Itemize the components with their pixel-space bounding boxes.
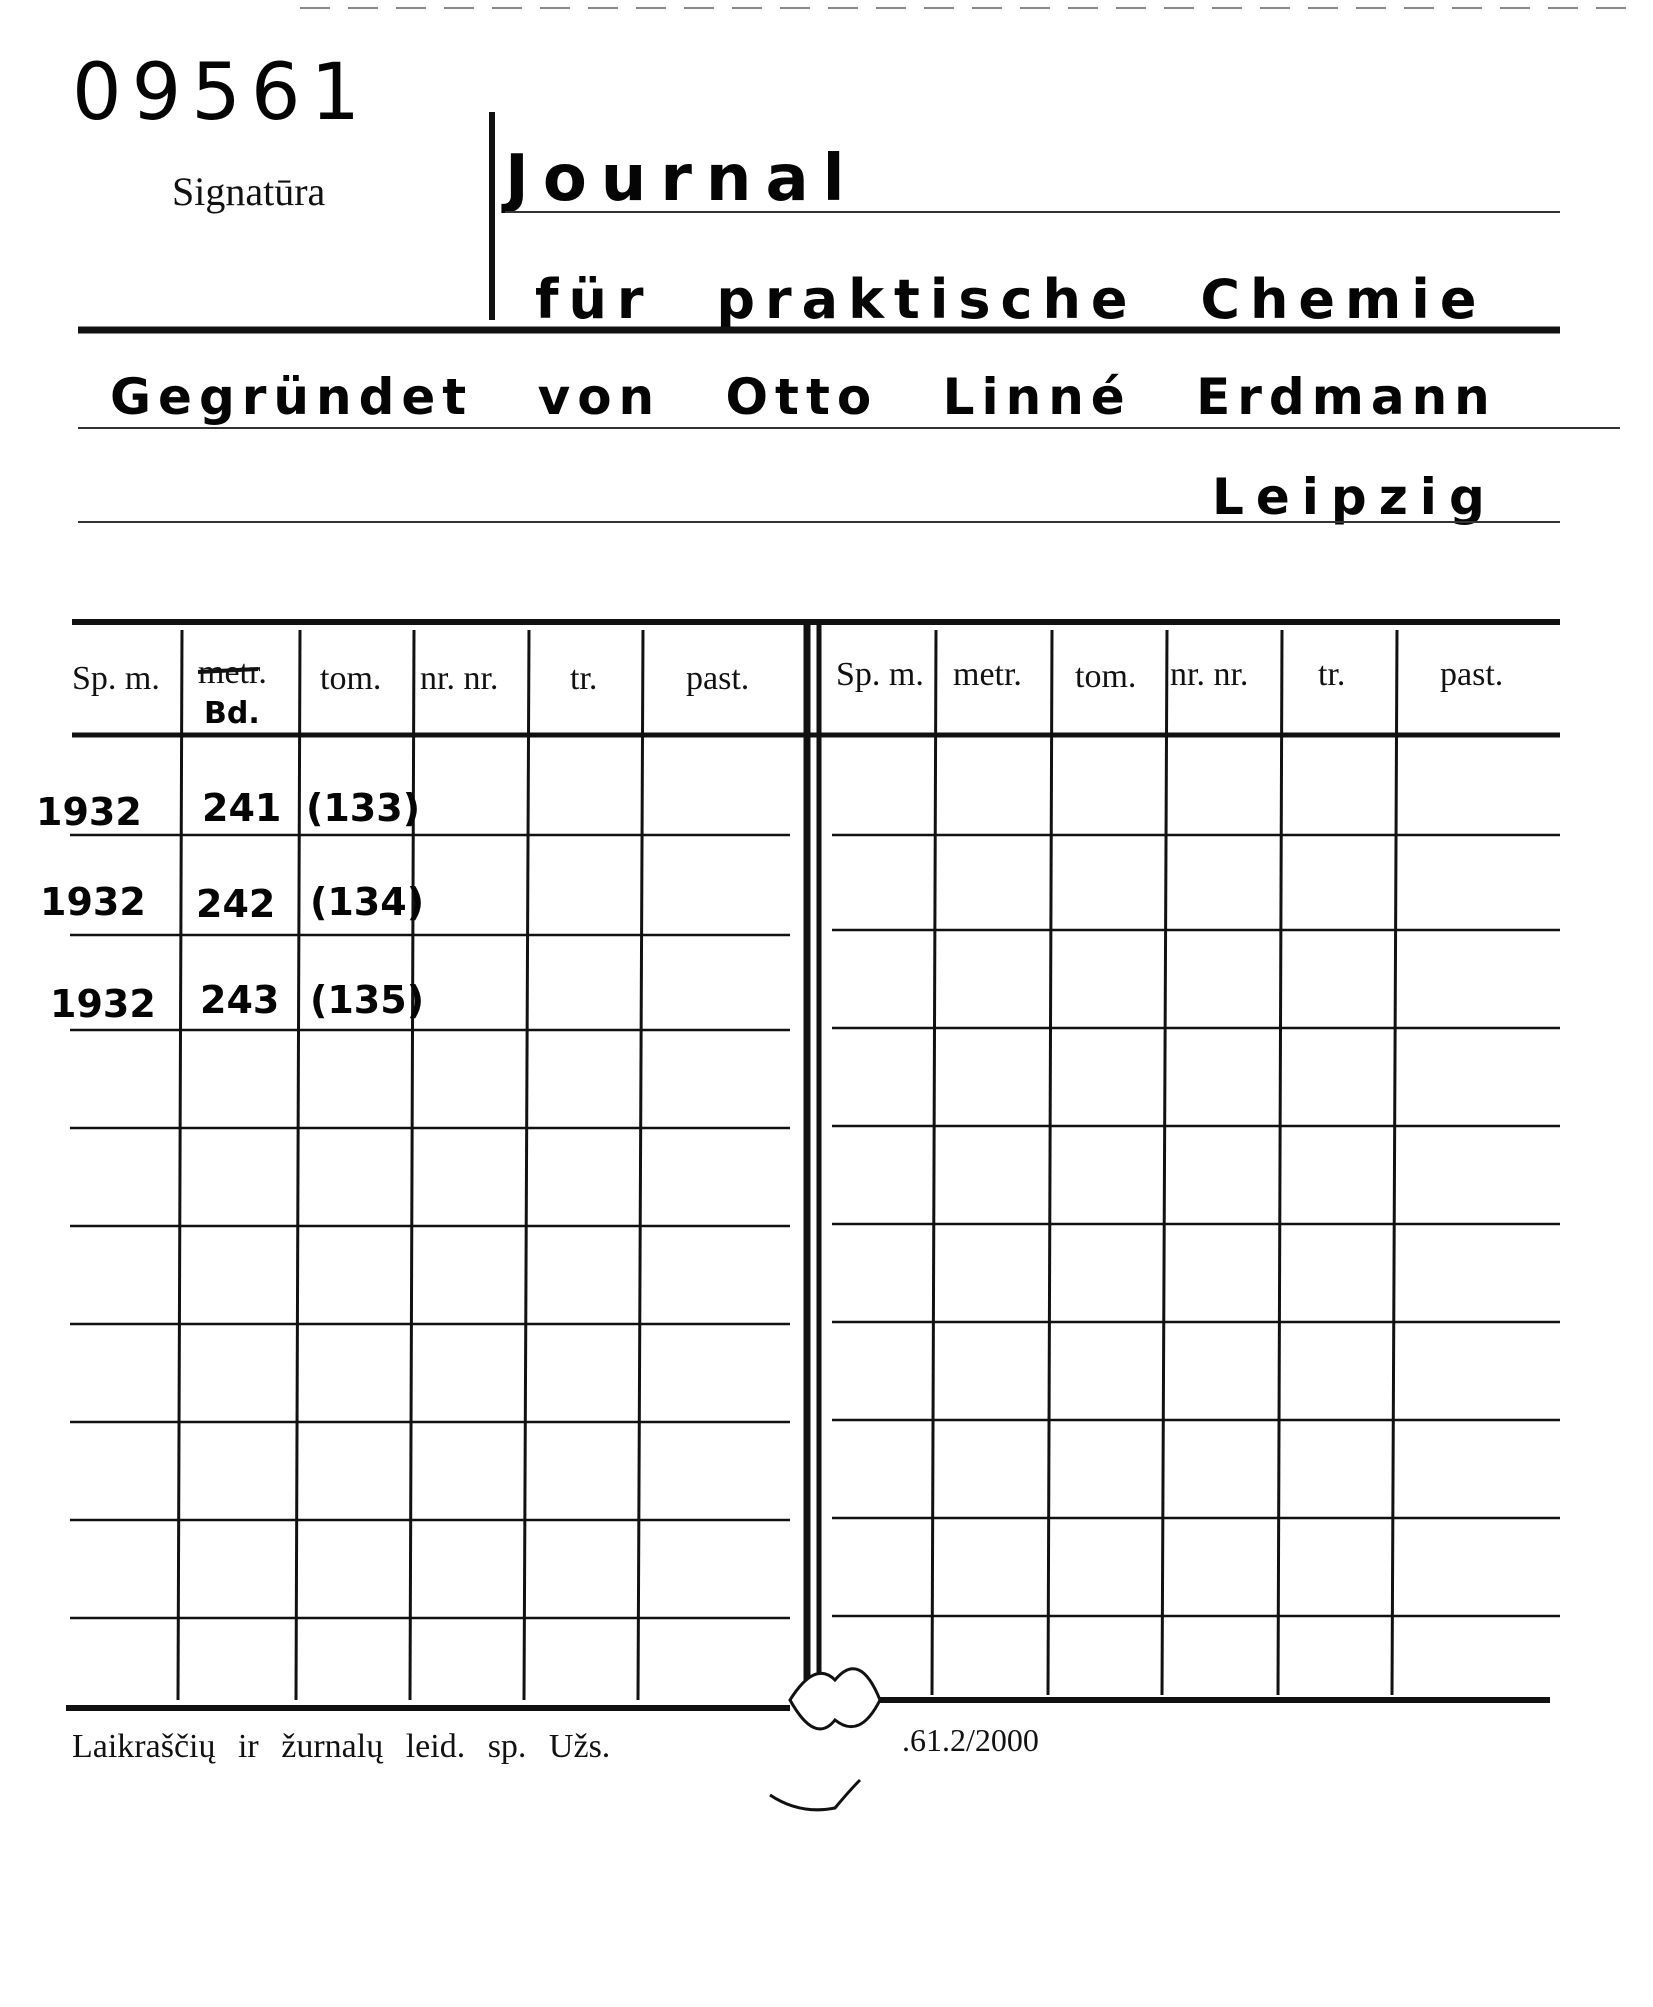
header-right-tom: tom. [1075,658,1137,695]
row-1-metr: 241 [202,786,282,830]
header-right-past: past. [1440,656,1504,693]
title-line-1: Journal [505,142,859,216]
header-left-tom: tom. [320,660,382,697]
header-right-sp-m: Sp. m. [836,656,924,693]
title-line-2: für praktische Chemie [535,268,1487,331]
header-left-nr-nr: nr. nr. [420,660,499,697]
header-right-metr: metr. [953,656,1022,693]
row-2-year: 1932 [40,880,146,924]
header-left-metr-correction: Bd. [204,696,260,731]
title-line-3: Gegründet von Otto Linné Erdmann [110,368,1497,426]
row-2-metr: 242 [196,882,276,926]
header-left-metr: metr. [198,654,267,691]
row-2-tom: (134) [310,880,425,924]
footer-text: Laikraščių ir žurnalų leid. sp. Užs. [72,1728,611,1765]
header-left-past: past. [686,660,750,697]
row-1-year: 1932 [36,790,142,834]
place-text: Leipzig [1212,468,1497,526]
header-right-nr-nr: nr. nr. [1170,656,1249,693]
header-right-tr: tr. [1318,656,1346,693]
header-left-sp-m: Sp. m. [72,660,160,697]
card-number: 09561 [72,48,371,138]
row-3-year: 1932 [50,982,156,1026]
row-1-tom: (133) [306,786,421,830]
row-3-metr: 243 [200,978,280,1022]
row-3-tom: (135) [310,978,425,1022]
signature-label: Signatūra [172,169,326,214]
header-left-tr: tr. [570,660,598,697]
footer-code: .61.2/2000 [902,1722,1039,1758]
